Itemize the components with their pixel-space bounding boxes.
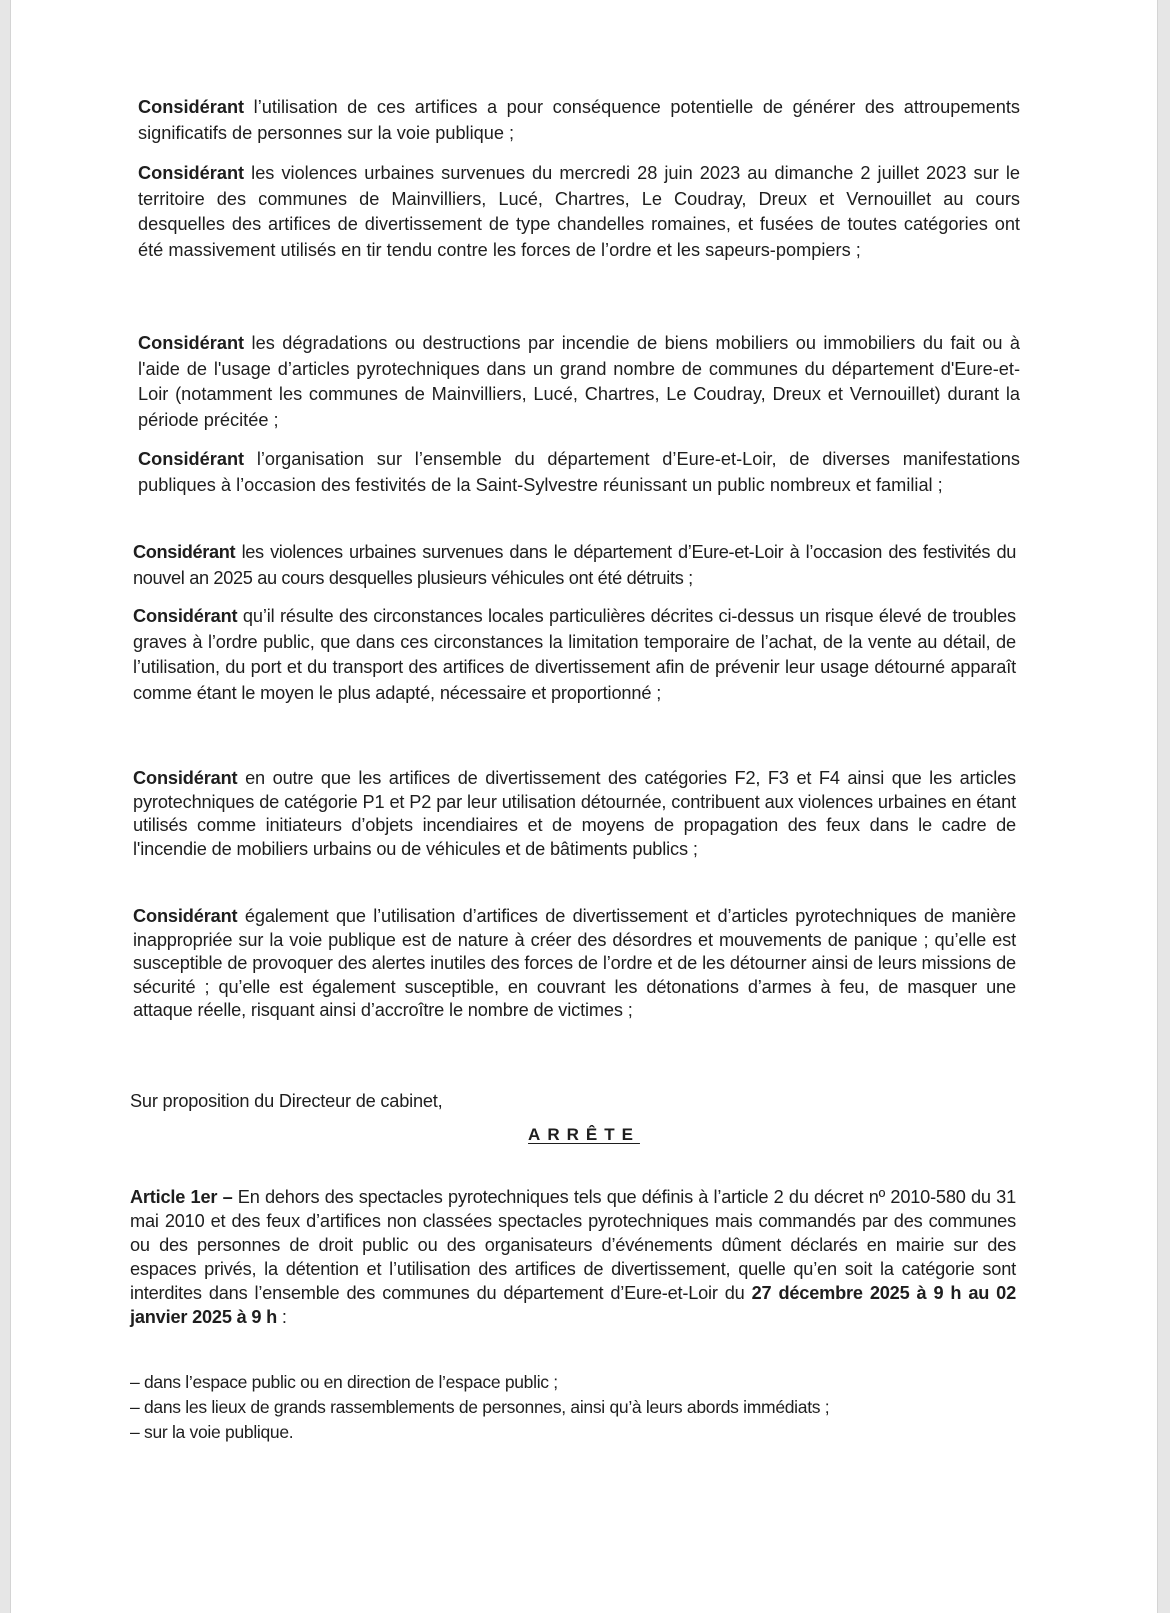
considerant-keyword: Considérant <box>138 163 245 183</box>
considerant-paragraph <box>133 604 1016 706</box>
arrete-heading: ARRÊTE <box>528 1125 640 1144</box>
location-item: – dans l’espace public ou en direction de l’espace public ; <box>130 1372 558 1392</box>
considerant-text: les violences urbaines survenues du mercredi 28 juin 2023 au dimanche 2 juillet 2023 sur le territoire des communes de Mainvilliers, Lucé, Chartres, Le Coudray, Dreux et Vernouillet au cours desquelles des artifices de divertissement de type chandelles romaines, et fusées de toutes catégories ont été massivement utilisés en tir tendu contre les forces de l’ordre et les sapeurs-pompiers ; <box>138 163 1020 260</box>
location-item: – sur la voie publique. <box>130 1422 294 1442</box>
considerant-paragraph <box>133 540 1016 591</box>
considerant-paragraph <box>133 905 1016 1023</box>
considerant-keyword: Considérant <box>133 906 238 926</box>
considerant-paragraph <box>138 95 1020 146</box>
considerant-text: également que l’utilisation d’artifices de divertissement et d’articles pyrotechniques de manière inappropriée sur la voie publique est de nature à créer des désordres et mouvements de panique ; qu’elle est susceptible de provoquer des alertes inutiles des forces de l’ordre et de les détourner ainsi de leurs missions de sécurité ; qu’elle est également susceptible, en couvrant les détonations d’armes à feu, de masquer une attaque réelle, risquant ainsi d’accroître le nombre de victimes ; <box>133 906 1016 1020</box>
article-label: Article 1er – <box>130 1187 233 1207</box>
considerant-text: en outre que les artifices de divertissement des catégories F2, F3 et F4 ainsi que les articles pyrotechniques de catégorie P1 et P2 par leur utilisation détournée, contribuent aux violences urbaines en étant utilisés comme initiateurs d’objets incendiaires et de moyens de propagation des feux dans le cadre de l'incendie de mobiliers urbains ou de véhicules et de bâtiments publics ; <box>133 768 1016 859</box>
article-1-paragraph <box>130 1185 1016 1329</box>
considerant-text: l’organisation sur l’ensemble du département d’Eure-et-Loir, de diverses manifestations publiques à l’occasion des festivités de la Saint-Sylvestre réunissant un public nombreux et familial ; <box>138 449 1020 495</box>
considerant-keyword: Considérant <box>133 542 236 562</box>
considerant-keyword: Considérant <box>138 449 245 469</box>
considerant-text: les dégradations ou destructions par incendie de biens mobiliers ou immobiliers du fait ou à l'aide de l'usage d’articles pyrotechniques dans un grand nombre de communes du département d'Eure-et-Loir (notamment les communes de Mainvilliers, Lucé, Chartres, Le Coudray, Dreux et Vernouillet) durant la période précitée ; <box>138 333 1020 430</box>
considerant-keyword: Considérant <box>133 606 238 626</box>
article-period: 27 décembre 2025 à 9 h au 02 janvier 2025 à 9 h <box>130 1283 1016 1327</box>
considerant-paragraph <box>138 331 1020 433</box>
considerant-text: les violences urbaines survenues dans le département d’Eure-et-Loir à l’occasion des festivités du nouvel an 2025 au cours desquelles plusieurs véhicules ont été détruits ; <box>133 542 1016 588</box>
considerant-paragraph <box>138 447 1020 498</box>
considerant-keyword: Considérant <box>138 97 245 117</box>
considerant-paragraph <box>138 161 1020 263</box>
proposition-line: Sur proposition du Directeur de cabinet, <box>130 1091 443 1111</box>
article-text: En dehors des spectacles pyrotechniques tels que définis à l’article 2 du décret nº 2010-580 du 31 mai 2010 et des feux d’artifices non classées spectacles pyrotechniques mais commandés par des communes ou des personnes de droit public ou des organisateurs d’événements dûment déclarés en mairie sur des espaces privés, la détention et l’utilisation des artifices de divertissement, quelle qu’en soit la catégorie sont interdites dans l’ensemble des communes du département d’Eure-et-Loir du <box>130 1187 1016 1303</box>
document-page <box>10 0 1158 1613</box>
considerant-keyword: Considérant <box>133 768 238 788</box>
considerant-paragraph <box>133 767 1016 861</box>
article-suffix: : <box>277 1307 287 1327</box>
considerant-text: qu’il résulte des circonstances locales particulières décrites ci-dessus un risque élevé de troubles graves à l’ordre public, que dans ces circonstances la limitation temporaire de l’achat, de la vente au détail, de l’utilisation, du port et du transport des artifices de divertissement afin de prévenir leur usage détourné apparaît comme étant le moyen le plus adapté, nécessaire et proportionné ; <box>133 606 1016 703</box>
considerant-keyword: Considérant <box>138 333 245 353</box>
location-item: – dans les lieux de grands rassemblements de personnes, ainsi qu’à leurs abords immédiats ; <box>130 1397 830 1417</box>
considerant-text: l’utilisation de ces artifices a pour conséquence potentielle de générer des attroupements significatifs de personnes sur la voie publique ; <box>138 97 1020 143</box>
location-list <box>130 1370 829 1445</box>
